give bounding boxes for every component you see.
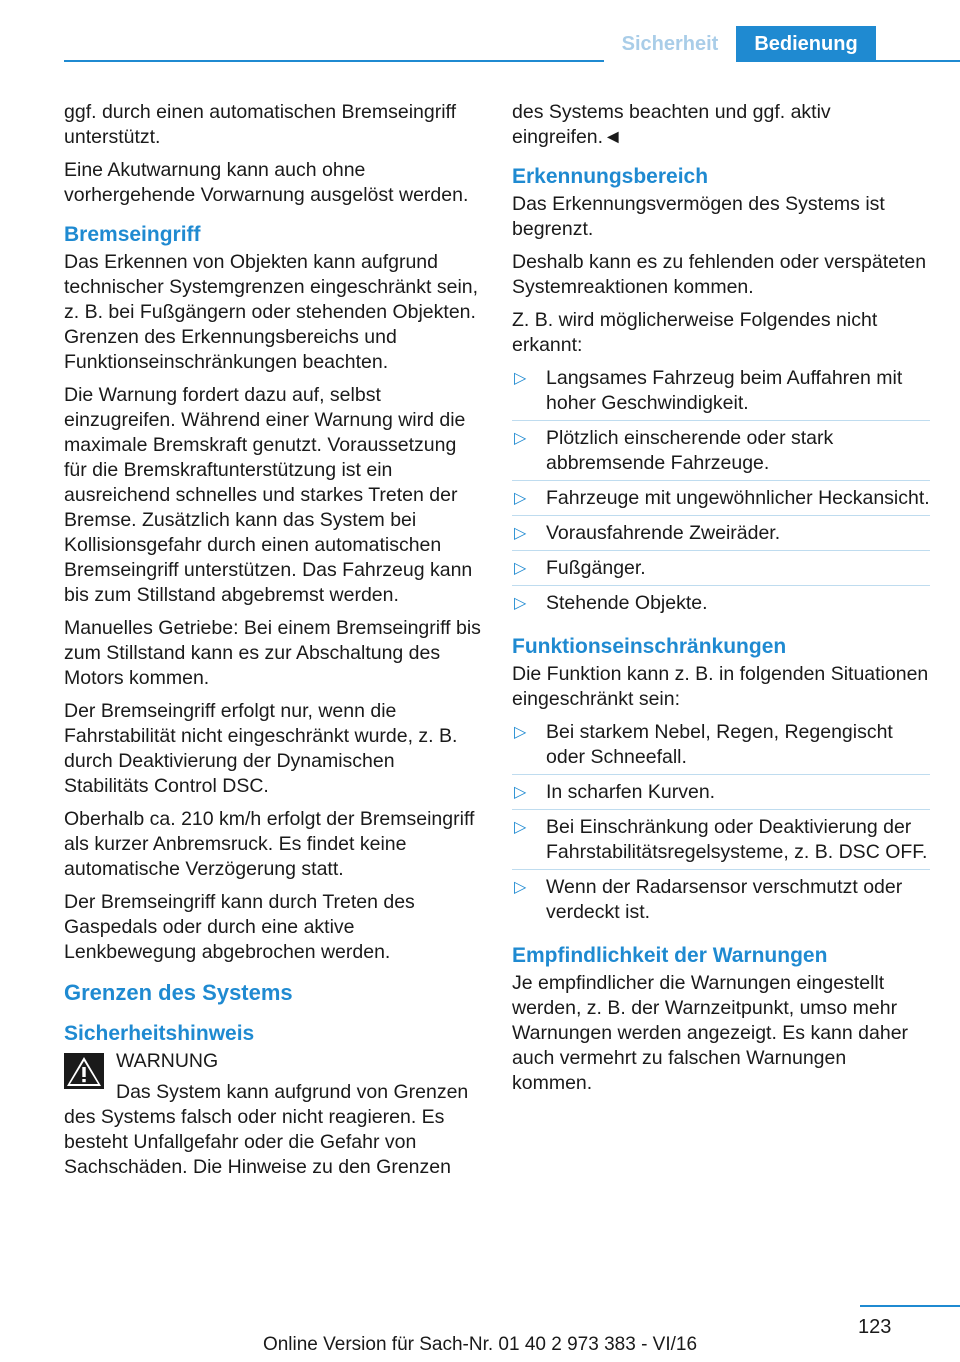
paragraph: Z. B. wird möglicherweise Folgendes nicht erkannt: (512, 309, 878, 356)
triangle-right-icon: ▷ (514, 879, 527, 896)
list-item-text: Stehende Objekte. (546, 592, 708, 614)
list-item (512, 366, 930, 420)
section-heading-empfindlichkeit: Empfindlichkeit der Warnungen (512, 944, 828, 967)
triangle-right-icon: ▷ (514, 595, 527, 612)
paragraph: des Systems beachten und ggf. aktiv eingreifen.◄ (512, 101, 831, 148)
paragraph: Die Funktion kann z. B. in folgenden Situationen eingeschränkt sein: (512, 663, 929, 710)
paragraph: Das Erkennungsvermögen des Systems ist begrenzt. (512, 193, 885, 240)
list-item-text: Wenn der Radarsensor verschmutzt oder verdeckt ist. (546, 876, 903, 923)
warning-title: WARNUNG (116, 1050, 219, 1072)
right-column (512, 100, 930, 1104)
list-item (512, 774, 930, 809)
paragraph: Die Warnung fordert dazu auf, selbst einzugreifen. Während einer Warnung wird die maximale Bremskraft genutzt. Voraussetzung für die Bremskraftunterstützung ist ein ausreichend schnelles und starkes Treten der Bremse. Zusätzlich kann das System bei Kollisionsgefahr durch einen automatischen Bremseingriff unterstützen. Das Fahrzeug kann bis zum Stillstand abgebremst werden. (64, 384, 473, 606)
left-column (64, 100, 482, 1180)
section-heading-erkennungsbereich: Erkennungsbereich (512, 165, 709, 188)
warning-triangle-icon (64, 1053, 104, 1089)
section-heading-funktionseinschraenkungen: Funktionseinschränkungen (512, 635, 787, 658)
list-item (512, 550, 930, 585)
triangle-right-icon: ▷ (514, 430, 527, 447)
list-item (512, 720, 930, 774)
paragraph: Der Bremseingriff kann durch Treten des Gaspedals oder durch eine aktive Lenkbewegung abgebrochen werden. (64, 891, 415, 963)
list-item-text: Bei starkem Nebel, Regen, Regengischt oder Schneefall. (546, 721, 893, 768)
footer-rule (860, 1305, 960, 1307)
page-number: 123 (858, 1316, 892, 1338)
online-version-footer: Online Version für Sach-Nr. 01 40 2 973 383 - VI/16 (262, 1334, 698, 1355)
list-not-detected (512, 366, 930, 620)
paragraph: Deshalb kann es zu fehlenden oder verspäteten Systemreaktionen kommen. (512, 251, 927, 298)
triangle-right-icon: ▷ (514, 560, 527, 577)
triangle-right-icon: ▷ (514, 490, 527, 507)
section-heading-bremseingriff: Bremseingriff (64, 223, 201, 246)
tab-bedienung[interactable]: Bedienung (736, 26, 876, 62)
list-item (512, 585, 930, 620)
list-item-text: Fußgänger. (546, 557, 646, 579)
triangle-right-icon: ▷ (514, 784, 527, 801)
paragraph: Das Erkennen von Objekten kann aufgrund technischer Systemgrenzen eingeschränkt sein, z. B. bei Fußgängern oder stehenden Objekten. Grenzen des Erkennungsbereichs und Funktionseinschränkungen beachten. (64, 251, 479, 373)
paragraph: ggf. durch einen automatischen Bremseingriff unterstützt. (64, 101, 457, 148)
paragraph: Oberhalb ca. 210 km/h erfolgt der Bremseingriff als kurzer Anbremsruck. Es findet keine automatische Verzögerung statt. (64, 808, 475, 880)
tab-sicherheit[interactable]: Sicherheit (604, 26, 736, 62)
list-item (512, 515, 930, 550)
list-item-text: Vorausfahrende Zweiräder. (546, 522, 781, 544)
list-item (512, 420, 930, 480)
list-item-text: Bei Einschränkung oder Deaktivierung der Fahrstabilitätsregelsysteme, z. B. DSC OFF. (546, 816, 928, 863)
warning-text: Das System kann aufgrund von Grenzen des Systems falsch oder nicht reagieren. Es besteht Unfallgefahr oder die Gefahr von Sachschäden. Die Hinweise zu den Grenzen (64, 1081, 469, 1178)
triangle-right-icon: ▷ (514, 525, 527, 542)
section-heading-grenzen: Grenzen des Systems (64, 980, 293, 1005)
paragraph: Der Bremseingriff erfolgt nur, wenn die Fahrstabilität nicht eingeschränkt wurde, z. B. durch Deaktivierung der Dynamischen Stabilitäts Control DSC. (64, 700, 458, 797)
paragraph: Eine Akutwarnung kann auch ohne vorhergehende Vorwarnung ausgelöst werden. (64, 159, 469, 206)
list-item-text: Langsames Fahrzeug beim Auffahren mit hoher Geschwindigkeit. (546, 367, 903, 414)
list-item-text: Plötzlich einscherende oder stark abbremsende Fahrzeuge. (546, 427, 834, 474)
section-heading-sicherheitshinweis: Sicherheitshinweis (64, 1022, 255, 1045)
triangle-right-icon: ▷ (514, 724, 527, 741)
warning-box (64, 1049, 482, 1180)
paragraph: Manuelles Getriebe: Bei einem Bremseingriff bis zum Stillstand kann es zur Abschaltung des Motors kommen. (64, 617, 481, 689)
triangle-right-icon: ▷ (514, 819, 527, 836)
paragraph: Je empfindlicher die Warnungen eingestellt werden, z. B. der Warnzeitpunkt, umso mehr Warnungen werden angezeigt. Es kann daher auch vermehrt zu falschen Warnungen kommen. (512, 972, 909, 1094)
list-item-text: In scharfen Kurven. (546, 781, 716, 803)
list-limitations (512, 720, 930, 929)
list-item-text: Fahrzeuge mit ungewöhnlicher Heckansicht. (546, 487, 930, 509)
triangle-right-icon: ▷ (514, 370, 527, 387)
list-item (512, 869, 930, 929)
list-item (512, 809, 930, 869)
list-item (512, 480, 930, 515)
